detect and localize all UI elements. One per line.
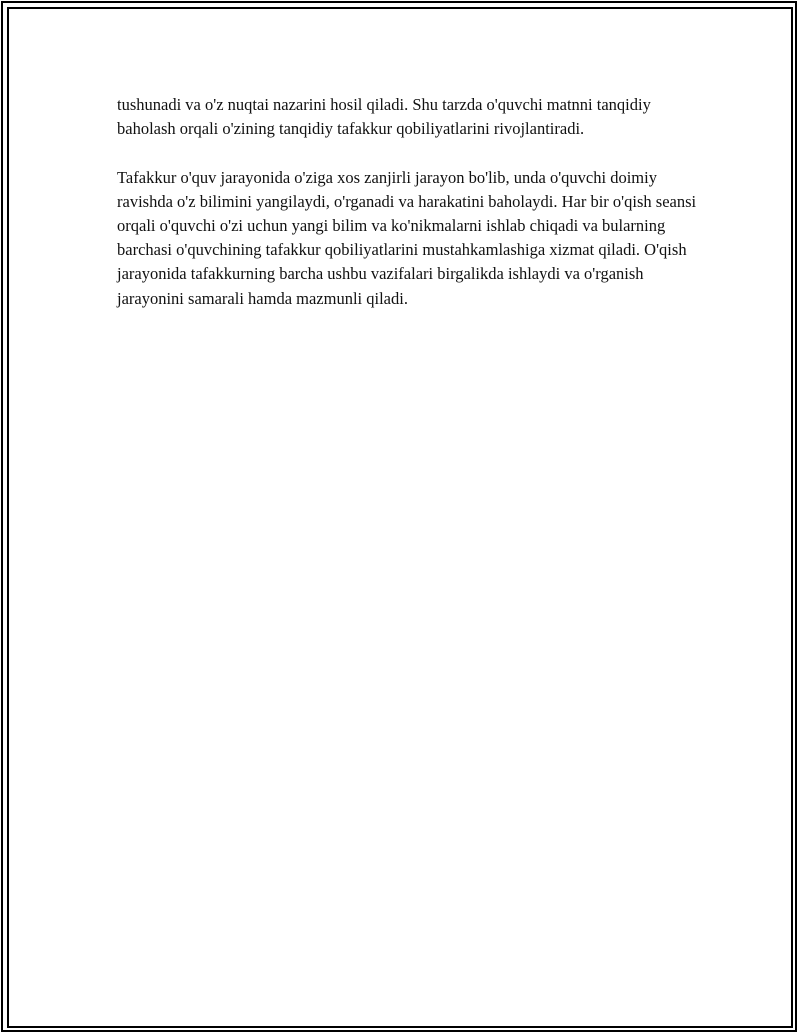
paragraph: Tafakkur o'quv jarayonida o'ziga xos zanjirli jarayon bo'lib, unda o'quvchi doimiy ravishda o'z bilimini yangilaydi, o'rganadi va harakatini baholaydi. Har bir o'qish seansi orqali o'quvchi o'zi uchun yangi bilim va ko'nikmalarni ishlab chiqadi va bularning barchasi o'quvchining tafakkur qobiliyatlarini mustahkamlashiga xizmat qiladi. O'qish jarayonida tafakkurning barcha ushbu vazifalari birgalikda ishlaydi va o'rganish jarayonini samarali hamda mazmunli qiladi. [117, 167, 697, 308]
document-body [117, 93, 697, 311]
paragraph: tushunadi va o'z nuqtai nazarini hosil qiladi. Shu tarzda o'quvchi matnni tanqidiy baholash orqali o'zining tanqidiy tafakkur qobiliyatlarini rivojlantiradi. [117, 95, 651, 139]
